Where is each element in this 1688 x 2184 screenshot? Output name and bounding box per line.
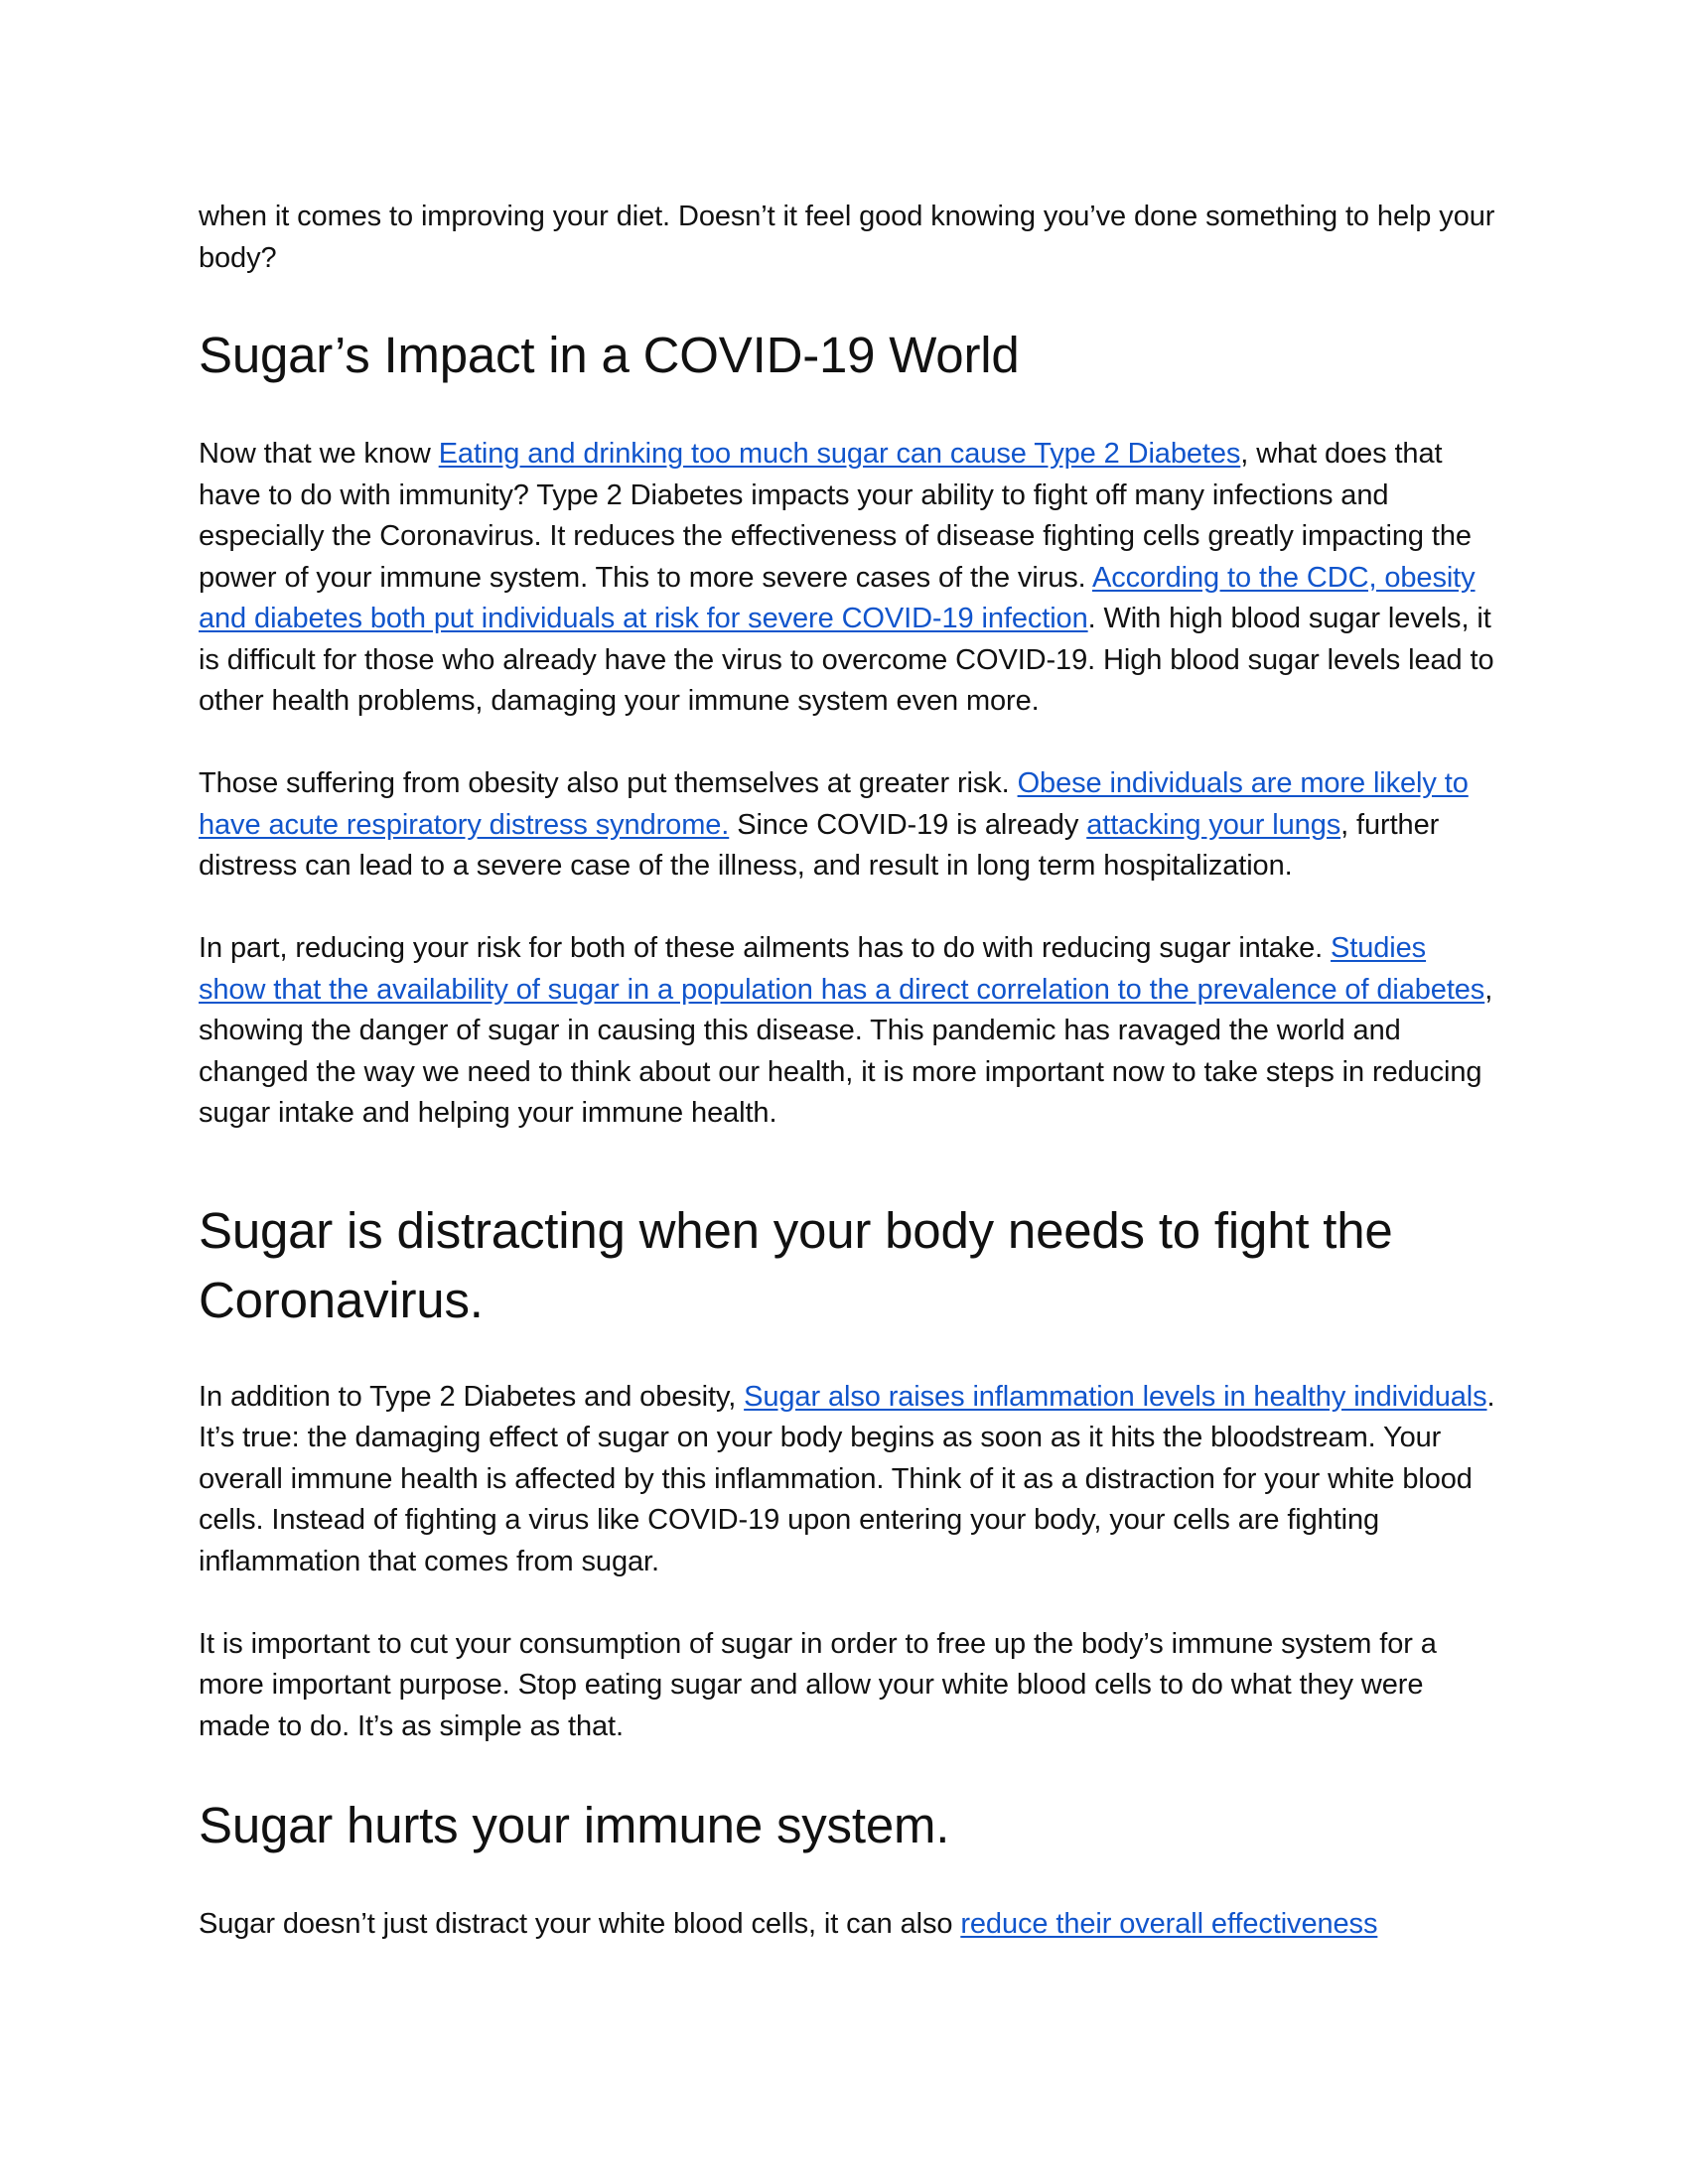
text-span: , what does that have to do with immunity? Type 2 Diabetes impacts your ability to fight off many infections and especially the Coronavirus. It reduces the effectiveness of disease fighting cells greatly impacting the power of your immune system. This to more severe cases of the virus. [199,438,1472,594]
intro-paragraph [199,197,1499,279]
link-sugar-type2-diabetes[interactable]: Eating and drinking too much sugar can cause Type 2 Diabetes [438,438,1241,470]
paragraph-white-blood-cells [199,1904,1499,1946]
paragraph-inflammation [199,1377,1499,1583]
paragraph-cut-consumption [199,1624,1499,1748]
link-attacking-lungs[interactable]: attacking your lungs [1086,808,1341,841]
link-cdc-obesity-diabetes[interactable]: According to the CDC, obesity and diabetes both put individuals at risk for severe COVID-19 infection [199,561,1476,634]
text-span: Those suffering from obesity also put themselves at greater risk. [199,767,1018,799]
text-span: , further distress can lead to a severe case of the illness, and result in long term hospitalization. [199,808,1440,882]
link-sugar-inflammation[interactable]: Sugar also raises inflammation levels in healthy individuals [744,1380,1487,1413]
text-span: . With high blood sugar levels, it is difficult for those who already have the virus to overcome COVID-19. High blood sugar levels lead to other health problems, damaging your immune system even more. [199,603,1494,717]
paragraph-obesity-risk [199,763,1499,887]
paragraph-diabetes-immunity [199,434,1499,723]
heading-covid-impact: Sugar’s Impact in a COVID-19 World [199,327,1020,383]
link-obese-respiratory-distress[interactable]: Obese individuals are more likely to have acute respiratory distress syndrome. [199,767,1469,841]
link-sugar-availability-studies[interactable]: Studies show that the availability of sugar in a population has a direct correlation to the prevalence of diabetes [199,932,1485,1006]
text-span: Since COVID-19 is already [729,808,1087,841]
text-span: In part, reducing your risk for both of these ailments has to do with reducing sugar intake. [199,932,1332,964]
text-span: , showing the danger of sugar in causing this disease. This pandemic has ravaged the world and changed the way we need to think about our health, it is more important now to take steps in reducing sugar intake and helping your immune health. [199,973,1493,1129]
text-span: . It’s true: the damaging effect of sugar on your body begins as soon as it hits the bloodstream. Your overall immune health is affected by this inflammation. Think of it as a distraction for your white blood cells. Instead of fighting a virus like COVID-19 upon entering your body, your cells are fighting inflammation that comes from sugar. [199,1380,1495,1577]
text-span: Now that we know [199,438,439,470]
heading-sugar-distracting: Sugar is distracting when your body needs to fight the Coronavirus. [199,1201,1393,1328]
document-page [199,197,1499,1946]
heading-sugar-hurts-immune: Sugar hurts your immune system. [199,1797,950,1853]
text-span: Sugar doesn’t just distract your white blood cells, it can also [199,1908,961,1940]
text-span: It is important to cut your consumption of sugar in order to free up the body’s immune system for a more important purpose. Stop eating sugar and allow your white blood cells to do what they were made to do. It’s as simple as that. [199,1627,1437,1742]
link-reduce-effectiveness[interactable]: reduce their overall effectiveness [960,1908,1378,1940]
text-span: In addition to Type 2 Diabetes and obesity, [199,1380,745,1413]
intro-text: when it comes to improving your diet. Doesn’t it feel good knowing you’ve done something to help your body? [199,201,1495,274]
paragraph-reducing-sugar [199,928,1499,1135]
